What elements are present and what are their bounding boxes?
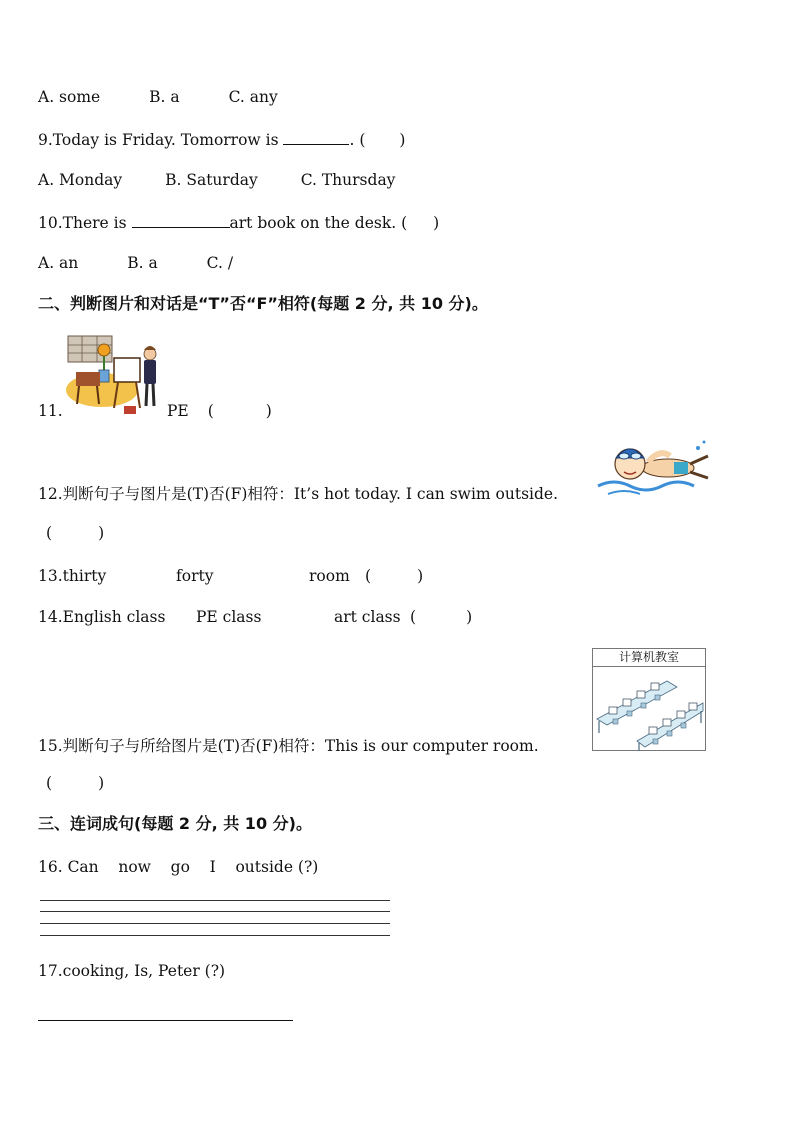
q12-paren-close: ) bbox=[98, 524, 105, 542]
section-2-title: 二、判断图片和对话是“T”否“F”相符(每题 2 分, 共 10 分)。 bbox=[38, 294, 488, 313]
q17-answer-line[interactable] bbox=[38, 1020, 293, 1021]
q9-option-b: B. Saturday bbox=[165, 171, 258, 189]
q9-options bbox=[38, 170, 395, 190]
q10-answer-blank[interactable] bbox=[132, 212, 230, 228]
computer-room-image bbox=[592, 648, 706, 751]
q9-prefix: 9.Today is Friday. Tomorrow is bbox=[38, 131, 279, 149]
q11-number: 11. bbox=[38, 402, 63, 420]
q11-word: PE bbox=[167, 402, 189, 420]
q9-option-c: C. Thursday bbox=[300, 171, 396, 189]
q13-answer-row bbox=[365, 566, 423, 586]
q9-question bbox=[38, 129, 405, 150]
q8-option-b: B. a bbox=[149, 88, 180, 106]
q10-question bbox=[38, 212, 439, 233]
q16-question: 16. Can now go I outside (?) bbox=[38, 858, 319, 876]
q15-paren-close: ) bbox=[98, 774, 105, 792]
q16-answer-line-1[interactable] bbox=[40, 900, 390, 901]
q13-paren-open: ( bbox=[365, 567, 372, 585]
q9-paren-open: . ( bbox=[349, 131, 366, 149]
q8-options bbox=[38, 87, 278, 107]
q9-paren-close: ) bbox=[399, 131, 406, 149]
q14-answer-row bbox=[410, 607, 472, 627]
q11-question bbox=[38, 401, 63, 421]
art-class-image bbox=[64, 332, 162, 418]
q10-suffix: art book on the desk. ( bbox=[229, 214, 408, 232]
q13-word-2: forty bbox=[176, 567, 214, 585]
q16-answer-line-2[interactable] bbox=[40, 911, 390, 912]
q11-answer-row bbox=[167, 401, 272, 421]
q12-answer-row bbox=[46, 523, 104, 543]
computer-room-image-label: 计算机教室 bbox=[593, 649, 705, 667]
q16-answer-line-3[interactable] bbox=[40, 923, 390, 924]
q14-word-3: art class bbox=[334, 608, 401, 626]
q10-option-b: B. a bbox=[127, 254, 158, 272]
computer-room-drawing bbox=[593, 667, 705, 751]
q10-option-a: A. an bbox=[38, 254, 79, 272]
swimming-boy-image bbox=[594, 434, 712, 500]
q13-paren-close: ) bbox=[417, 567, 424, 585]
q14-word-2: PE class bbox=[196, 608, 262, 626]
q14-word-1: 14.English class bbox=[38, 608, 166, 626]
q10-prefix: 10.There is bbox=[38, 214, 127, 232]
q11-paren-open: ( bbox=[207, 402, 214, 420]
q9-answer-blank[interactable] bbox=[283, 129, 349, 145]
q16-answer-line-4[interactable] bbox=[40, 935, 390, 936]
q10-option-c: C. / bbox=[206, 254, 234, 272]
q14-paren-open: ( bbox=[410, 608, 417, 626]
q14-paren-close: ) bbox=[466, 608, 473, 626]
q15-answer-row bbox=[46, 773, 104, 793]
q8-option-c: C. any bbox=[228, 88, 278, 106]
q8-option-a: A. some bbox=[38, 88, 101, 106]
q11-paren-close: ) bbox=[265, 402, 272, 420]
section-3-title: 三、连词成句(每题 2 分, 共 10 分)。 bbox=[38, 814, 312, 833]
q13-word-1: 13.thirty bbox=[38, 567, 107, 585]
q17-question: 17.cooking, Is, Peter (?) bbox=[38, 962, 226, 980]
q12-paren-open: ( bbox=[46, 524, 53, 542]
q13-word-3: room bbox=[309, 567, 350, 585]
q10-paren-close: ) bbox=[433, 214, 440, 232]
q15-paren-open: ( bbox=[46, 774, 53, 792]
q10-options bbox=[38, 253, 233, 273]
q12-question: 12.判断句子与图片是(T)否(F)相符：It’s hot today. I can swim outside. bbox=[38, 485, 559, 503]
q9-option-a: A. Monday bbox=[38, 171, 123, 189]
q15-question: 15.判断句子与所给图片是(T)否(F)相符：This is our computer room. bbox=[38, 737, 539, 755]
